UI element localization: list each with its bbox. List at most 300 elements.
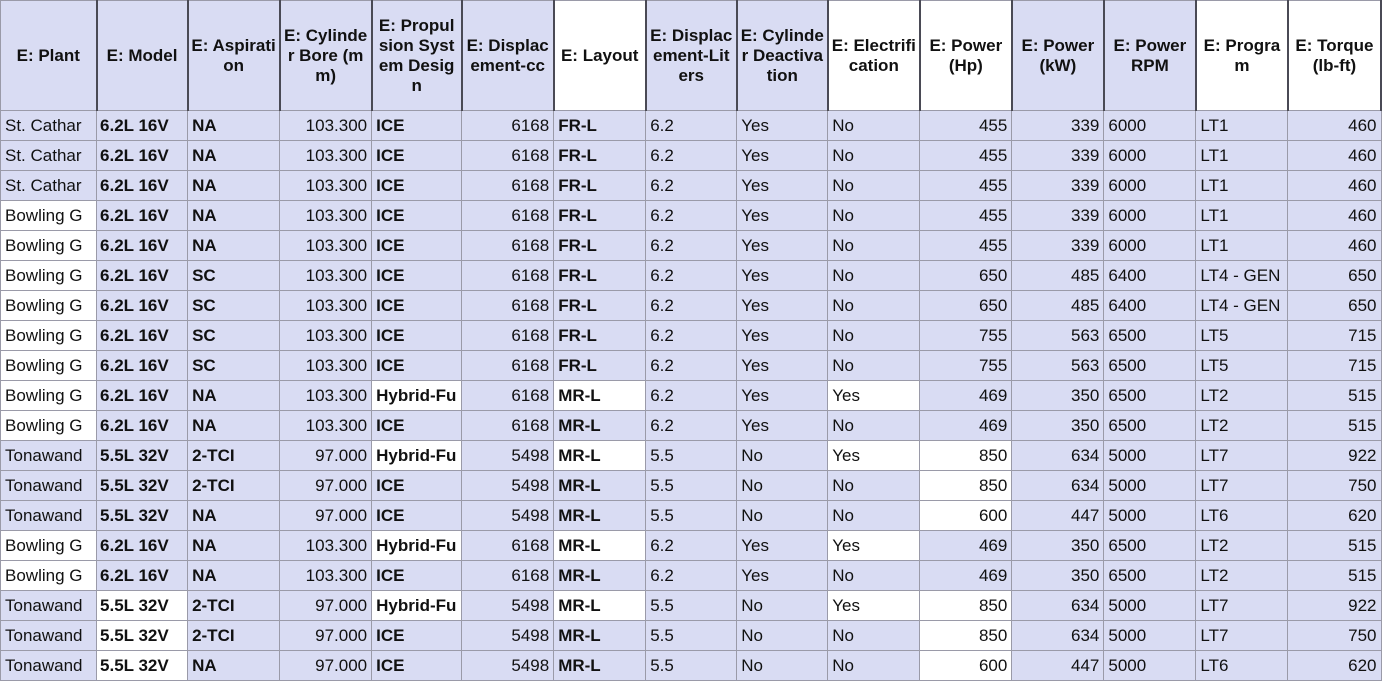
cell-cylinder-bore[interactable]: 103.300 xyxy=(280,321,372,351)
cell-electrification[interactable]: Yes xyxy=(828,531,920,561)
cell-cylinder-bore[interactable]: 97.000 xyxy=(280,591,372,621)
cell-power-rpm[interactable]: 6000 xyxy=(1104,111,1196,141)
cell-cylinder-bore[interactable]: 103.300 xyxy=(280,231,372,261)
cell-torque[interactable]: 715 xyxy=(1288,351,1381,381)
cell-program[interactable]: LT5 xyxy=(1196,351,1288,381)
column-header-torque[interactable]: E: Torque (lb-ft) xyxy=(1288,1,1381,111)
cell-torque[interactable]: 750 xyxy=(1288,471,1381,501)
cell-displacement-cc[interactable]: 6168 xyxy=(462,261,554,291)
cell-program[interactable]: LT7 xyxy=(1196,441,1288,471)
cell-power-rpm[interactable]: 5000 xyxy=(1104,651,1196,681)
cell-power-hp[interactable]: 850 xyxy=(920,591,1012,621)
cell-power-kw[interactable]: 634 xyxy=(1012,621,1104,651)
column-header-electrification[interactable]: E: Electrification xyxy=(828,1,920,111)
cell-plant[interactable]: Bowling G xyxy=(1,291,97,321)
cell-propulsion[interactable]: ICE xyxy=(372,321,462,351)
cell-power-kw[interactable]: 634 xyxy=(1012,441,1104,471)
cell-propulsion[interactable]: Hybrid-Fu xyxy=(372,591,462,621)
column-header-plant[interactable]: E: Plant xyxy=(1,1,97,111)
cell-plant[interactable]: Tonawand xyxy=(1,441,97,471)
cell-electrification[interactable]: No xyxy=(828,201,920,231)
cell-cylinder-bore[interactable]: 97.000 xyxy=(280,441,372,471)
cell-aspiration[interactable]: 2-TCI xyxy=(188,441,280,471)
cell-displacement-liters[interactable]: 5.5 xyxy=(646,471,737,501)
cell-cylinder-bore[interactable]: 103.300 xyxy=(280,531,372,561)
cell-program[interactable]: LT4 - GEN xyxy=(1196,291,1288,321)
cell-power-hp[interactable]: 469 xyxy=(920,531,1012,561)
cell-torque[interactable]: 620 xyxy=(1288,501,1381,531)
cell-electrification[interactable]: No xyxy=(828,291,920,321)
cell-cylinder-bore[interactable]: 103.300 xyxy=(280,111,372,141)
cell-propulsion[interactable]: ICE xyxy=(372,201,462,231)
cell-torque[interactable]: 460 xyxy=(1288,171,1381,201)
cell-propulsion[interactable]: ICE xyxy=(372,171,462,201)
cell-displacement-cc[interactable]: 6168 xyxy=(462,231,554,261)
cell-cylinder-deactivation[interactable]: Yes xyxy=(737,381,828,411)
cell-propulsion[interactable]: Hybrid-Fu xyxy=(372,381,462,411)
cell-model[interactable]: 5.5L 32V xyxy=(97,651,188,681)
column-header-power-rpm[interactable]: E: Power RPM xyxy=(1104,1,1196,111)
cell-displacement-cc[interactable]: 6168 xyxy=(462,291,554,321)
cell-plant[interactable]: Bowling G xyxy=(1,411,97,441)
cell-power-hp[interactable]: 455 xyxy=(920,201,1012,231)
cell-aspiration[interactable]: NA xyxy=(188,111,280,141)
cell-displacement-liters[interactable]: 6.2 xyxy=(646,111,737,141)
cell-aspiration[interactable]: NA xyxy=(188,651,280,681)
cell-plant[interactable]: St. Cathar xyxy=(1,141,97,171)
cell-cylinder-bore[interactable]: 103.300 xyxy=(280,351,372,381)
cell-power-kw[interactable]: 485 xyxy=(1012,261,1104,291)
cell-layout[interactable]: MR-L xyxy=(554,621,646,651)
cell-displacement-liters[interactable]: 6.2 xyxy=(646,261,737,291)
cell-propulsion[interactable]: ICE xyxy=(372,351,462,381)
cell-electrification[interactable]: No xyxy=(828,351,920,381)
cell-power-hp[interactable]: 650 xyxy=(920,291,1012,321)
cell-model[interactable]: 5.5L 32V xyxy=(97,441,188,471)
cell-cylinder-bore[interactable]: 103.300 xyxy=(280,171,372,201)
cell-displacement-liters[interactable]: 6.2 xyxy=(646,171,737,201)
cell-model[interactable]: 6.2L 16V xyxy=(97,291,188,321)
cell-torque[interactable]: 922 xyxy=(1288,591,1381,621)
cell-model[interactable]: 5.5L 32V xyxy=(97,501,188,531)
cell-layout[interactable]: MR-L xyxy=(554,471,646,501)
cell-cylinder-deactivation[interactable]: Yes xyxy=(737,291,828,321)
column-header-aspiration[interactable]: E: Aspiration xyxy=(188,1,280,111)
cell-displacement-liters[interactable]: 6.2 xyxy=(646,201,737,231)
cell-cylinder-deactivation[interactable]: Yes xyxy=(737,231,828,261)
cell-cylinder-bore[interactable]: 103.300 xyxy=(280,291,372,321)
cell-propulsion[interactable]: ICE xyxy=(372,231,462,261)
cell-power-kw[interactable]: 350 xyxy=(1012,381,1104,411)
cell-model[interactable]: 6.2L 16V xyxy=(97,201,188,231)
cell-displacement-liters[interactable]: 6.2 xyxy=(646,531,737,561)
cell-displacement-cc[interactable]: 5498 xyxy=(462,651,554,681)
cell-cylinder-deactivation[interactable]: Yes xyxy=(737,561,828,591)
cell-model[interactable]: 6.2L 16V xyxy=(97,561,188,591)
cell-displacement-cc[interactable]: 6168 xyxy=(462,141,554,171)
cell-plant[interactable]: Tonawand xyxy=(1,621,97,651)
cell-program[interactable]: LT1 xyxy=(1196,141,1288,171)
cell-layout[interactable]: FR-L xyxy=(554,141,646,171)
cell-displacement-cc[interactable]: 5498 xyxy=(462,591,554,621)
cell-cylinder-deactivation[interactable]: Yes xyxy=(737,141,828,171)
column-header-cylinder-bore[interactable]: E: Cylinder Bore (mm) xyxy=(280,1,372,111)
cell-layout[interactable]: MR-L xyxy=(554,441,646,471)
column-header-layout[interactable]: E: Layout xyxy=(554,1,646,111)
cell-aspiration[interactable]: NA xyxy=(188,171,280,201)
cell-aspiration[interactable]: SC xyxy=(188,291,280,321)
cell-aspiration[interactable]: NA xyxy=(188,381,280,411)
cell-power-rpm[interactable]: 6000 xyxy=(1104,201,1196,231)
cell-propulsion[interactable]: ICE xyxy=(372,141,462,171)
column-header-cylinder-deactivation[interactable]: E: Cylinder Deactivation xyxy=(737,1,828,111)
cell-model[interactable]: 6.2L 16V xyxy=(97,231,188,261)
cell-torque[interactable]: 515 xyxy=(1288,381,1381,411)
cell-displacement-liters[interactable]: 6.2 xyxy=(646,411,737,441)
cell-power-kw[interactable]: 350 xyxy=(1012,411,1104,441)
cell-aspiration[interactable]: NA xyxy=(188,501,280,531)
cell-power-kw[interactable]: 563 xyxy=(1012,351,1104,381)
cell-layout[interactable]: FR-L xyxy=(554,171,646,201)
cell-layout[interactable]: MR-L xyxy=(554,381,646,411)
cell-plant[interactable]: Bowling G xyxy=(1,381,97,411)
cell-plant[interactable]: Bowling G xyxy=(1,531,97,561)
cell-program[interactable]: LT2 xyxy=(1196,411,1288,441)
cell-layout[interactable]: FR-L xyxy=(554,201,646,231)
cell-cylinder-bore[interactable]: 103.300 xyxy=(280,141,372,171)
cell-power-rpm[interactable]: 6500 xyxy=(1104,411,1196,441)
cell-program[interactable]: LT1 xyxy=(1196,111,1288,141)
cell-cylinder-deactivation[interactable]: Yes xyxy=(737,261,828,291)
cell-cylinder-deactivation[interactable]: Yes xyxy=(737,531,828,561)
cell-cylinder-bore[interactable]: 103.300 xyxy=(280,201,372,231)
cell-torque[interactable]: 515 xyxy=(1288,411,1381,441)
cell-power-hp[interactable]: 600 xyxy=(920,501,1012,531)
cell-displacement-liters[interactable]: 5.5 xyxy=(646,591,737,621)
column-header-power-hp[interactable]: E: Power (Hp) xyxy=(920,1,1012,111)
cell-power-rpm[interactable]: 6000 xyxy=(1104,231,1196,261)
cell-layout[interactable]: FR-L xyxy=(554,321,646,351)
cell-torque[interactable]: 650 xyxy=(1288,291,1381,321)
cell-propulsion[interactable]: ICE xyxy=(372,621,462,651)
cell-power-rpm[interactable]: 5000 xyxy=(1104,501,1196,531)
cell-program[interactable]: LT1 xyxy=(1196,171,1288,201)
cell-power-kw[interactable]: 634 xyxy=(1012,471,1104,501)
cell-power-kw[interactable]: 485 xyxy=(1012,291,1104,321)
cell-plant[interactable]: Bowling G xyxy=(1,561,97,591)
cell-power-kw[interactable]: 447 xyxy=(1012,651,1104,681)
cell-power-kw[interactable]: 563 xyxy=(1012,321,1104,351)
cell-electrification[interactable]: No xyxy=(828,111,920,141)
cell-layout[interactable]: MR-L xyxy=(554,651,646,681)
cell-plant[interactable]: Tonawand xyxy=(1,591,97,621)
cell-cylinder-bore[interactable]: 103.300 xyxy=(280,561,372,591)
cell-power-hp[interactable]: 469 xyxy=(920,561,1012,591)
cell-propulsion[interactable]: Hybrid-Fu xyxy=(372,531,462,561)
cell-cylinder-deactivation[interactable]: Yes xyxy=(737,171,828,201)
cell-power-kw[interactable]: 634 xyxy=(1012,591,1104,621)
cell-program[interactable]: LT7 xyxy=(1196,471,1288,501)
cell-power-kw[interactable]: 339 xyxy=(1012,201,1104,231)
cell-program[interactable]: LT6 xyxy=(1196,501,1288,531)
cell-model[interactable]: 6.2L 16V xyxy=(97,261,188,291)
cell-aspiration[interactable]: NA xyxy=(188,141,280,171)
cell-power-kw[interactable]: 339 xyxy=(1012,141,1104,171)
cell-torque[interactable]: 460 xyxy=(1288,111,1381,141)
cell-displacement-cc[interactable]: 6168 xyxy=(462,561,554,591)
cell-aspiration[interactable]: NA xyxy=(188,201,280,231)
cell-aspiration[interactable]: NA xyxy=(188,561,280,591)
cell-torque[interactable]: 460 xyxy=(1288,141,1381,171)
cell-program[interactable]: LT2 xyxy=(1196,381,1288,411)
cell-displacement-liters[interactable]: 6.2 xyxy=(646,231,737,261)
cell-cylinder-deactivation[interactable]: No xyxy=(737,591,828,621)
cell-torque[interactable]: 515 xyxy=(1288,561,1381,591)
cell-model[interactable]: 6.2L 16V xyxy=(97,351,188,381)
cell-electrification[interactable]: No xyxy=(828,321,920,351)
cell-power-rpm[interactable]: 6500 xyxy=(1104,351,1196,381)
cell-electrification[interactable]: No xyxy=(828,621,920,651)
cell-power-hp[interactable]: 755 xyxy=(920,321,1012,351)
cell-power-kw[interactable]: 350 xyxy=(1012,531,1104,561)
cell-power-hp[interactable]: 600 xyxy=(920,651,1012,681)
cell-electrification[interactable]: No xyxy=(828,231,920,261)
cell-aspiration[interactable]: 2-TCI xyxy=(188,471,280,501)
cell-power-hp[interactable]: 455 xyxy=(920,141,1012,171)
cell-power-rpm[interactable]: 6500 xyxy=(1104,321,1196,351)
cell-aspiration[interactable]: SC xyxy=(188,351,280,381)
cell-cylinder-bore[interactable]: 103.300 xyxy=(280,411,372,441)
cell-power-hp[interactable]: 850 xyxy=(920,441,1012,471)
cell-torque[interactable]: 620 xyxy=(1288,651,1381,681)
cell-electrification[interactable]: No xyxy=(828,561,920,591)
cell-propulsion[interactable]: ICE xyxy=(372,651,462,681)
cell-torque[interactable]: 515 xyxy=(1288,531,1381,561)
cell-plant[interactable]: Tonawand xyxy=(1,501,97,531)
column-header-displacement-cc[interactable]: E: Displacement-cc xyxy=(462,1,554,111)
cell-power-rpm[interactable]: 6500 xyxy=(1104,531,1196,561)
column-header-model[interactable]: E: Model xyxy=(97,1,188,111)
cell-displacement-liters[interactable]: 6.2 xyxy=(646,381,737,411)
cell-aspiration[interactable]: 2-TCI xyxy=(188,591,280,621)
cell-displacement-cc[interactable]: 6168 xyxy=(462,351,554,381)
cell-layout[interactable]: MR-L xyxy=(554,531,646,561)
cell-power-hp[interactable]: 469 xyxy=(920,411,1012,441)
cell-electrification[interactable]: Yes xyxy=(828,381,920,411)
cell-electrification[interactable]: No xyxy=(828,411,920,441)
cell-displacement-liters[interactable]: 6.2 xyxy=(646,141,737,171)
cell-power-hp[interactable]: 455 xyxy=(920,171,1012,201)
cell-displacement-liters[interactable]: 6.2 xyxy=(646,321,737,351)
cell-cylinder-bore[interactable]: 97.000 xyxy=(280,471,372,501)
cell-plant[interactable]: St. Cathar xyxy=(1,111,97,141)
cell-displacement-liters[interactable]: 6.2 xyxy=(646,351,737,381)
cell-displacement-liters[interactable]: 5.5 xyxy=(646,441,737,471)
cell-model[interactable]: 5.5L 32V xyxy=(97,591,188,621)
cell-layout[interactable]: MR-L xyxy=(554,501,646,531)
cell-cylinder-deactivation[interactable]: No xyxy=(737,651,828,681)
cell-program[interactable]: LT4 - GEN xyxy=(1196,261,1288,291)
cell-program[interactable]: LT2 xyxy=(1196,561,1288,591)
cell-layout[interactable]: FR-L xyxy=(554,261,646,291)
cell-displacement-liters[interactable]: 5.5 xyxy=(646,501,737,531)
cell-plant[interactable]: Tonawand xyxy=(1,651,97,681)
cell-power-rpm[interactable]: 6400 xyxy=(1104,261,1196,291)
cell-displacement-cc[interactable]: 5498 xyxy=(462,441,554,471)
cell-plant[interactable]: St. Cathar xyxy=(1,171,97,201)
cell-program[interactable]: LT2 xyxy=(1196,531,1288,561)
cell-power-rpm[interactable]: 5000 xyxy=(1104,471,1196,501)
cell-cylinder-deactivation[interactable]: Yes xyxy=(737,321,828,351)
cell-aspiration[interactable]: SC xyxy=(188,261,280,291)
cell-displacement-cc[interactable]: 5498 xyxy=(462,501,554,531)
cell-program[interactable]: LT7 xyxy=(1196,591,1288,621)
cell-displacement-liters[interactable]: 5.5 xyxy=(646,651,737,681)
column-header-power-kw[interactable]: E: Power (kW) xyxy=(1012,1,1104,111)
cell-power-kw[interactable]: 339 xyxy=(1012,171,1104,201)
cell-power-hp[interactable]: 469 xyxy=(920,381,1012,411)
cell-model[interactable]: 6.2L 16V xyxy=(97,411,188,441)
cell-cylinder-deactivation[interactable]: No xyxy=(737,441,828,471)
cell-power-hp[interactable]: 650 xyxy=(920,261,1012,291)
cell-displacement-cc[interactable]: 6168 xyxy=(462,111,554,141)
cell-power-rpm[interactable]: 6500 xyxy=(1104,381,1196,411)
cell-cylinder-deactivation[interactable]: Yes xyxy=(737,201,828,231)
cell-propulsion[interactable]: Hybrid-Fu xyxy=(372,441,462,471)
cell-propulsion[interactable]: ICE xyxy=(372,111,462,141)
cell-cylinder-deactivation[interactable]: Yes xyxy=(737,351,828,381)
cell-cylinder-bore[interactable]: 97.000 xyxy=(280,501,372,531)
cell-cylinder-deactivation[interactable]: No xyxy=(737,621,828,651)
cell-power-hp[interactable]: 455 xyxy=(920,111,1012,141)
cell-program[interactable]: LT1 xyxy=(1196,231,1288,261)
cell-displacement-cc[interactable]: 6168 xyxy=(462,531,554,561)
cell-displacement-cc[interactable]: 6168 xyxy=(462,381,554,411)
cell-torque[interactable]: 922 xyxy=(1288,441,1381,471)
cell-model[interactable]: 5.5L 32V xyxy=(97,621,188,651)
cell-model[interactable]: 6.2L 16V xyxy=(97,141,188,171)
cell-power-hp[interactable]: 455 xyxy=(920,231,1012,261)
cell-cylinder-deactivation[interactable]: No xyxy=(737,471,828,501)
cell-torque[interactable]: 650 xyxy=(1288,261,1381,291)
cell-electrification[interactable]: Yes xyxy=(828,441,920,471)
cell-aspiration[interactable]: SC xyxy=(188,321,280,351)
cell-plant[interactable]: Bowling G xyxy=(1,231,97,261)
cell-power-kw[interactable]: 447 xyxy=(1012,501,1104,531)
cell-aspiration[interactable]: 2-TCI xyxy=(188,621,280,651)
cell-power-kw[interactable]: 350 xyxy=(1012,561,1104,591)
cell-propulsion[interactable]: ICE xyxy=(372,411,462,441)
cell-electrification[interactable]: Yes xyxy=(828,591,920,621)
cell-model[interactable]: 6.2L 16V xyxy=(97,171,188,201)
cell-layout[interactable]: MR-L xyxy=(554,411,646,441)
cell-displacement-cc[interactable]: 6168 xyxy=(462,321,554,351)
cell-displacement-cc[interactable]: 6168 xyxy=(462,201,554,231)
cell-displacement-liters[interactable]: 6.2 xyxy=(646,291,737,321)
cell-propulsion[interactable]: ICE xyxy=(372,471,462,501)
cell-cylinder-deactivation[interactable]: No xyxy=(737,501,828,531)
cell-cylinder-bore[interactable]: 103.300 xyxy=(280,261,372,291)
cell-power-rpm[interactable]: 6000 xyxy=(1104,141,1196,171)
cell-layout[interactable]: FR-L xyxy=(554,231,646,261)
cell-plant[interactable]: Bowling G xyxy=(1,261,97,291)
cell-power-rpm[interactable]: 6000 xyxy=(1104,171,1196,201)
cell-plant[interactable]: Bowling G xyxy=(1,201,97,231)
cell-torque[interactable]: 750 xyxy=(1288,621,1381,651)
column-header-propulsion-system-design[interactable]: E: Propulsion System Design xyxy=(372,1,462,111)
cell-electrification[interactable]: No xyxy=(828,651,920,681)
cell-program[interactable]: LT7 xyxy=(1196,621,1288,651)
cell-model[interactable]: 6.2L 16V xyxy=(97,381,188,411)
cell-power-rpm[interactable]: 6400 xyxy=(1104,291,1196,321)
cell-electrification[interactable]: No xyxy=(828,171,920,201)
cell-displacement-cc[interactable]: 5498 xyxy=(462,621,554,651)
cell-displacement-liters[interactable]: 6.2 xyxy=(646,561,737,591)
cell-program[interactable]: LT1 xyxy=(1196,201,1288,231)
cell-cylinder-bore[interactable]: 97.000 xyxy=(280,621,372,651)
cell-propulsion[interactable]: ICE xyxy=(372,291,462,321)
cell-power-hp[interactable]: 850 xyxy=(920,621,1012,651)
cell-layout[interactable]: MR-L xyxy=(554,591,646,621)
cell-torque[interactable]: 460 xyxy=(1288,201,1381,231)
column-header-program[interactable]: E: Program xyxy=(1196,1,1288,111)
cell-electrification[interactable]: No xyxy=(828,261,920,291)
cell-cylinder-deactivation[interactable]: Yes xyxy=(737,411,828,441)
cell-electrification[interactable]: No xyxy=(828,141,920,171)
cell-aspiration[interactable]: NA xyxy=(188,231,280,261)
cell-displacement-cc[interactable]: 6168 xyxy=(462,171,554,201)
cell-plant[interactable]: Tonawand xyxy=(1,471,97,501)
cell-electrification[interactable]: No xyxy=(828,501,920,531)
cell-plant[interactable]: Bowling G xyxy=(1,351,97,381)
cell-torque[interactable]: 715 xyxy=(1288,321,1381,351)
cell-cylinder-bore[interactable]: 103.300 xyxy=(280,381,372,411)
cell-model[interactable]: 6.2L 16V xyxy=(97,531,188,561)
cell-model[interactable]: 5.5L 32V xyxy=(97,471,188,501)
cell-layout[interactable]: MR-L xyxy=(554,561,646,591)
cell-displacement-liters[interactable]: 5.5 xyxy=(646,621,737,651)
cell-displacement-cc[interactable]: 5498 xyxy=(462,471,554,501)
cell-cylinder-bore[interactable]: 97.000 xyxy=(280,651,372,681)
cell-aspiration[interactable]: NA xyxy=(188,411,280,441)
cell-power-kw[interactable]: 339 xyxy=(1012,231,1104,261)
cell-power-hp[interactable]: 850 xyxy=(920,471,1012,501)
cell-cylinder-deactivation[interactable]: Yes xyxy=(737,111,828,141)
cell-layout[interactable]: FR-L xyxy=(554,351,646,381)
cell-electrification[interactable]: No xyxy=(828,471,920,501)
cell-propulsion[interactable]: ICE xyxy=(372,501,462,531)
cell-layout[interactable]: FR-L xyxy=(554,291,646,321)
cell-propulsion[interactable]: ICE xyxy=(372,561,462,591)
cell-power-rpm[interactable]: 5000 xyxy=(1104,441,1196,471)
cell-propulsion[interactable]: ICE xyxy=(372,261,462,291)
cell-layout[interactable]: FR-L xyxy=(554,111,646,141)
cell-aspiration[interactable]: NA xyxy=(188,531,280,561)
cell-displacement-cc[interactable]: 6168 xyxy=(462,411,554,441)
cell-model[interactable]: 6.2L 16V xyxy=(97,321,188,351)
column-header-displacement-liters[interactable]: E: Displacement-Liters xyxy=(646,1,737,111)
cell-torque[interactable]: 460 xyxy=(1288,231,1381,261)
cell-power-rpm[interactable]: 6500 xyxy=(1104,561,1196,591)
cell-power-rpm[interactable]: 5000 xyxy=(1104,591,1196,621)
cell-power-hp[interactable]: 755 xyxy=(920,351,1012,381)
cell-program[interactable]: LT5 xyxy=(1196,321,1288,351)
cell-power-kw[interactable]: 339 xyxy=(1012,111,1104,141)
cell-model[interactable]: 6.2L 16V xyxy=(97,111,188,141)
cell-plant[interactable]: Bowling G xyxy=(1,321,97,351)
cell-program[interactable]: LT6 xyxy=(1196,651,1288,681)
cell-power-rpm[interactable]: 5000 xyxy=(1104,621,1196,651)
